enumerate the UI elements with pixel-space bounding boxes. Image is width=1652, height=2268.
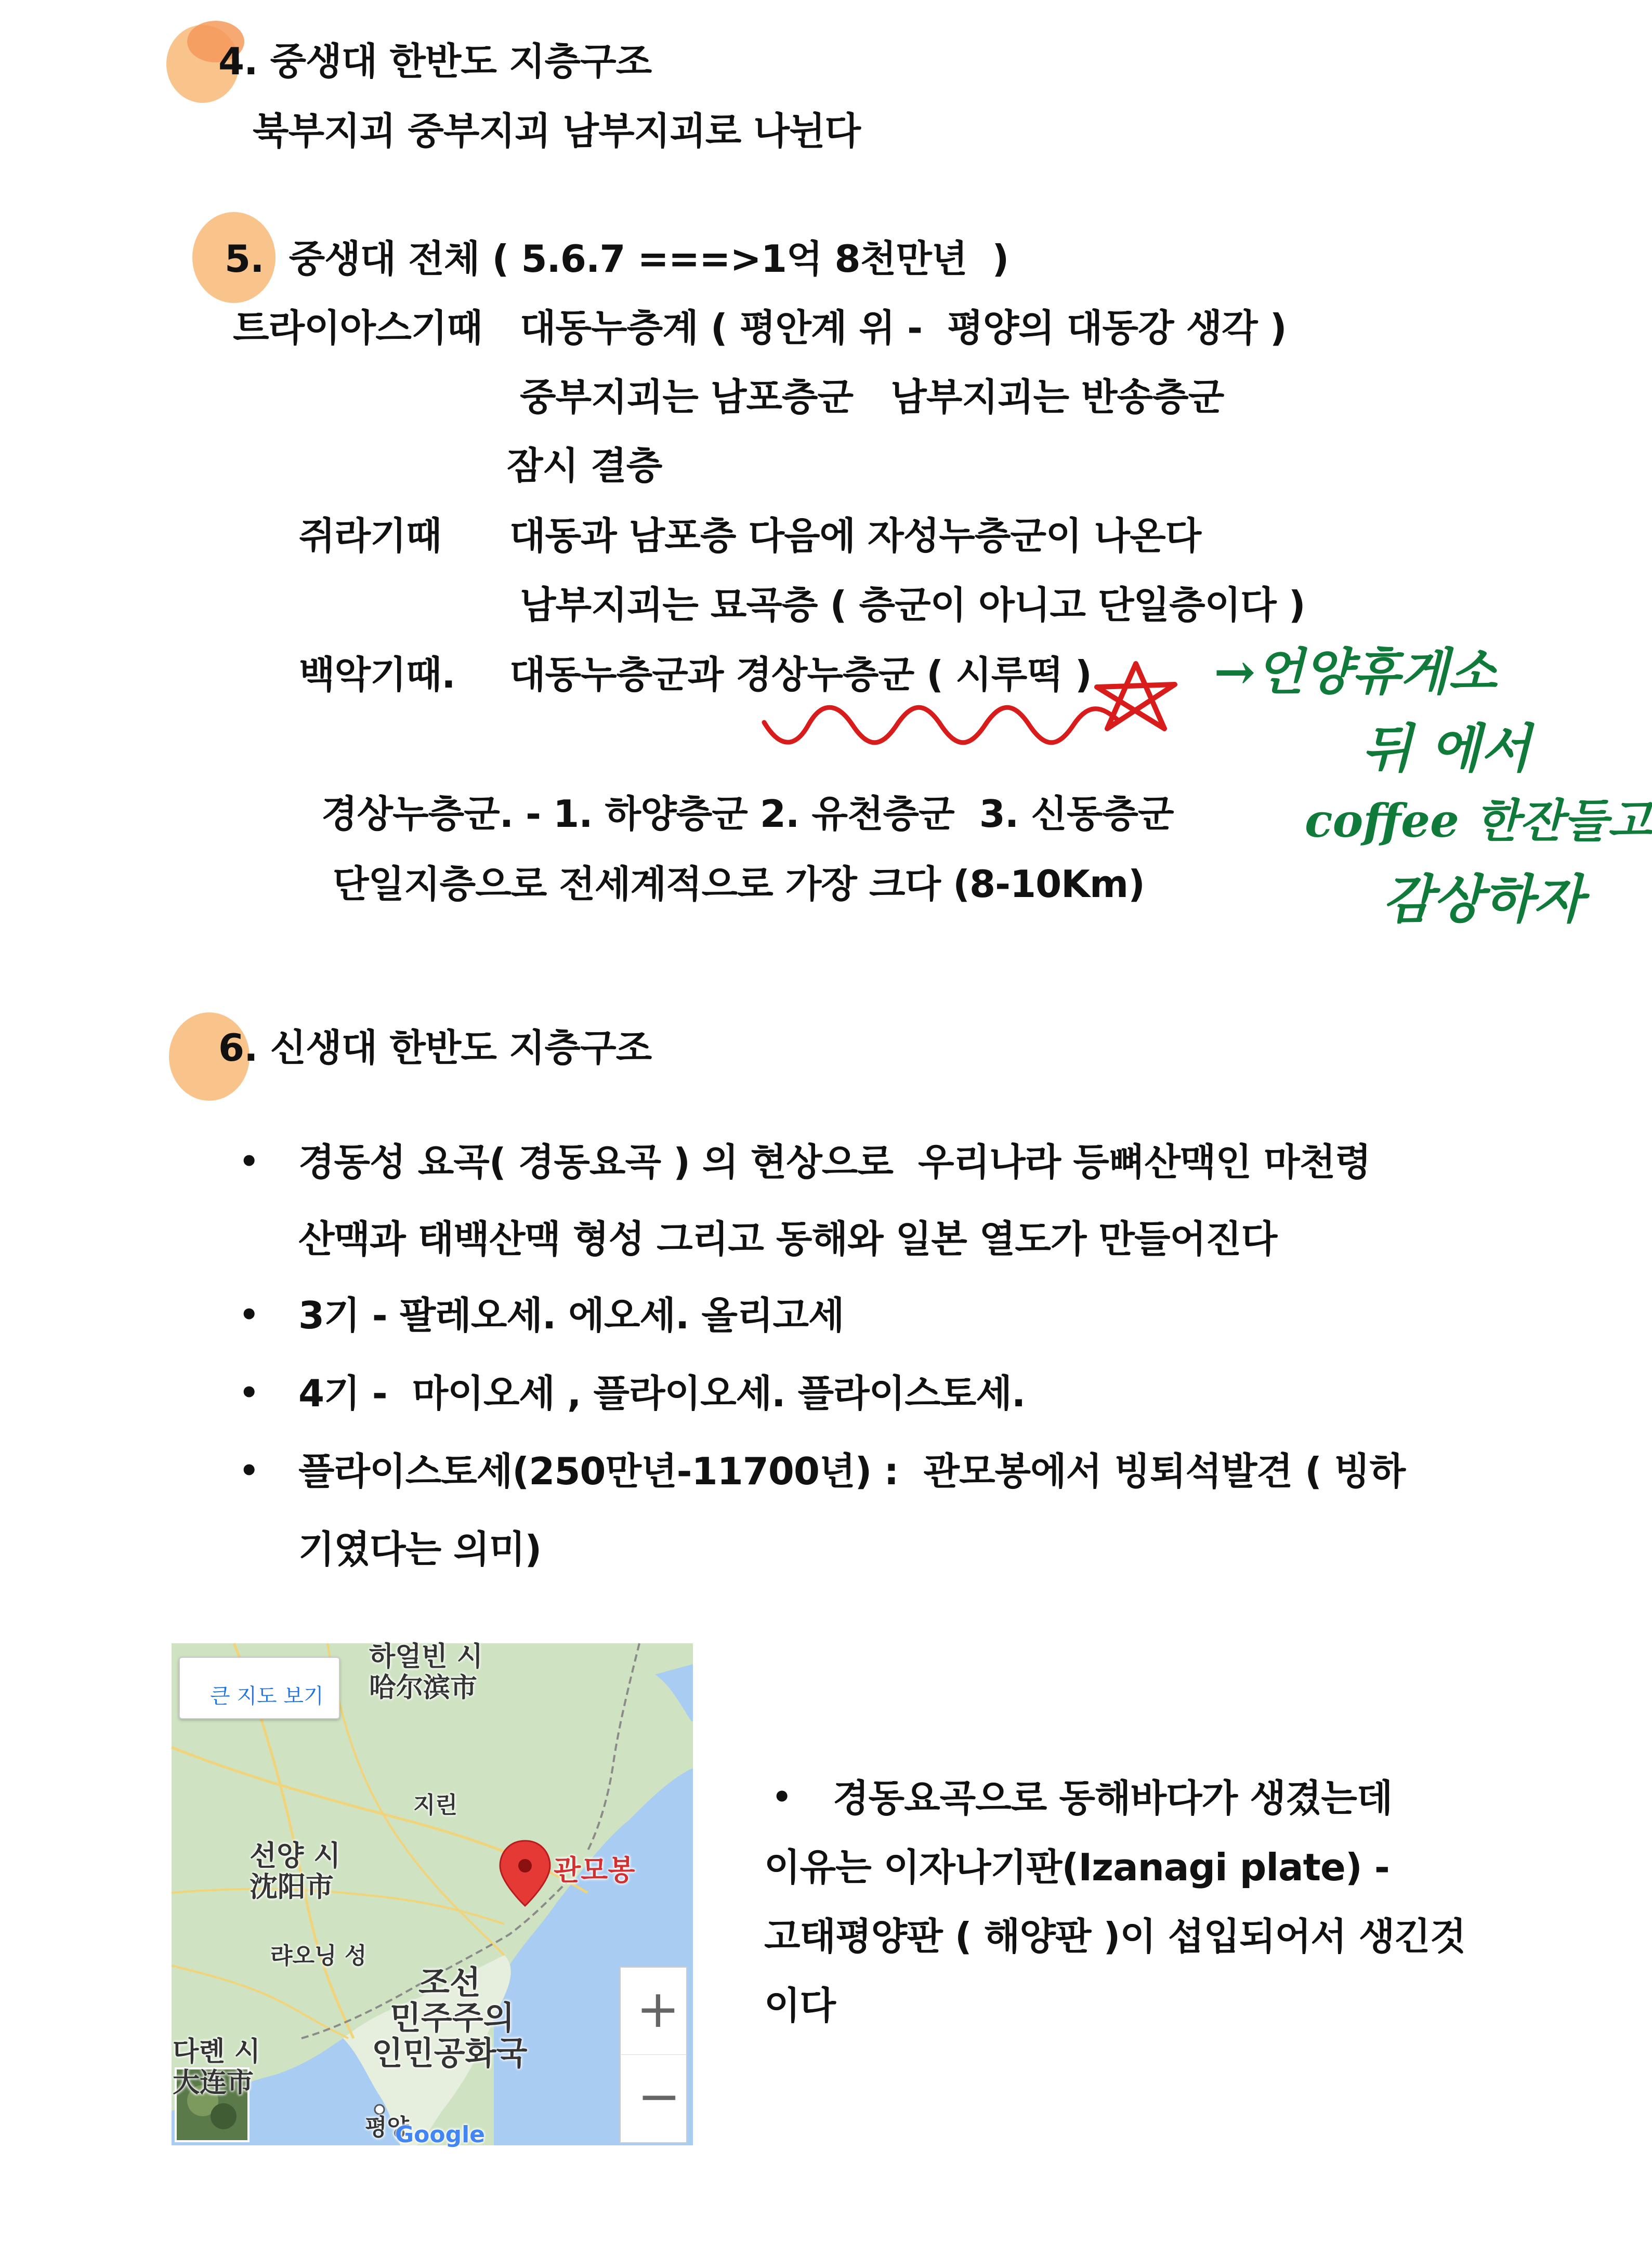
bullet-dot-4: • <box>239 1453 259 1489</box>
zoom-in-button[interactable] <box>620 1967 687 2055</box>
bullet3-line1: 4기 - 마이오세 , 플라이오세. 플라이스토세. <box>298 1372 1026 1415</box>
triassic-label: 트라이아스기때 <box>233 306 482 350</box>
cretaceous-text: 대동누층군과 경상누층군 ( 시루떡 ) <box>509 653 1092 696</box>
map-label-dalian-zh: 大连市 <box>173 2067 254 2099</box>
bullet-dot-1: • <box>239 1143 259 1180</box>
google-logo: Google <box>395 2121 485 2148</box>
section4-title: 4. 중생대 한반도 지층구조 <box>218 39 652 83</box>
red-star-icon <box>1086 656 1185 739</box>
bullet-dot-2: • <box>239 1297 259 1333</box>
handwriting-line3: coffee 한잔들고 <box>1305 794 1652 848</box>
jurassic-text: 대동과 남포층 다음에 자성누층군이 나온다 <box>509 514 1201 558</box>
cretaceous-label: 백악기때. <box>299 653 455 696</box>
section4-line1: 북부지괴 중부지괴 남부지괴로 나뉜다 <box>253 109 861 153</box>
handwriting-line1: →언양휴게소 <box>1214 642 1497 701</box>
note-bullet: • <box>772 1779 792 1815</box>
map-label-liaoning: 랴오닝 성 <box>270 1943 367 1969</box>
map-label-dprk-1: 조선 <box>418 1963 481 2001</box>
handwriting-line2: 뒤 에서 <box>1362 718 1531 779</box>
bullet4-line2: 기였다는 의미) <box>298 1527 542 1571</box>
map-label-harbin-ko: 하얼빈 시 <box>369 1641 483 1672</box>
bullet4-line1: 플라이스토세(250만년-11700년) : 관모봉에서 빙퇴석발견 ( 빙하 <box>298 1449 1406 1493</box>
note-line3: 고태평양판 ( 해양판 )이 섭입되어서 생긴것 <box>764 1915 1466 1958</box>
map-label-harbin-zh: 哈尔滨市 <box>369 1672 478 1704</box>
view-larger-map-button[interactable] <box>179 1657 340 1719</box>
gyeongsang-line1: 경상누층군. - 1. 하양층군 2. 유천층군 3. 신동층군 <box>321 792 1174 836</box>
map-marker-label[interactable]: 관모봉 <box>554 1854 635 1887</box>
map-label-dalian-ko: 다롄 시 <box>173 2036 260 2067</box>
gyeongsang-line2: 단일지층으로 전세계적으로 가장 크다 (8-10Km) <box>333 862 1145 906</box>
view-larger-map-label: 큰 지도 보기 <box>210 1684 324 1708</box>
zoom-out-icon: − <box>637 2066 681 2127</box>
note-line1: 경동요곡으로 동해바다가 생겼는데 <box>833 1776 1393 1820</box>
map-label-dprk-3: 인민공화국 <box>372 2034 528 2072</box>
zoom-in-icon: + <box>636 1979 680 2039</box>
nampo-line: 중부지괴는 남포층군 남부지괴는 반송층군 <box>520 375 1224 419</box>
map-embed[interactable] <box>172 1641 693 2148</box>
bullet1-line1: 경동성 요곡( 경동요곡 ) 의 현상으로 우리나라 등뼈산맥인 마천령 <box>298 1140 1371 1184</box>
section6-title: 6. 신생대 한반도 지층구조 <box>218 1026 652 1070</box>
note-line4: 이다 <box>764 1984 836 2027</box>
handwriting-line4: 감상하자 <box>1383 868 1584 930</box>
map-label-pyongyang: 평양 <box>365 2114 410 2141</box>
bullet2-line1: 3기 - 팔레오세. 에오세. 올리고세 <box>298 1294 844 1337</box>
bullet-dot-3: • <box>239 1375 259 1411</box>
bullet1-line2: 산맥과 태백산맥 형성 그리고 동해와 일본 열도가 만들어진다 <box>298 1217 1277 1261</box>
map-label-shenyang-ko: 선양 시 <box>250 1839 341 1872</box>
myogok-line: 남부지괴는 묘곡층 ( 층군이 아니고 단일층이다 ) <box>520 583 1305 627</box>
map-label-dprk-2: 민주주의 <box>390 1999 515 2037</box>
section5-title: 5. 중생대 전체 ( 5.6.7 ===>1억 8천만년 ) <box>225 237 1009 281</box>
map-label-jilin: 지린 <box>413 1792 458 1818</box>
jurassic-label: 쥐라기때 <box>299 514 442 558</box>
gap-line: 잠시 결층 <box>507 444 662 487</box>
map-label-shenyang-zh: 沈阳市 <box>250 1870 334 1903</box>
note-line2: 이유는 이자나기판(Izanagi plate) - <box>764 1845 1389 1889</box>
zoom-out-button[interactable] <box>620 2055 687 2143</box>
triassic-text: 대동누층계 ( 평안계 위 - 평양의 대동강 생각 ) <box>520 306 1287 350</box>
